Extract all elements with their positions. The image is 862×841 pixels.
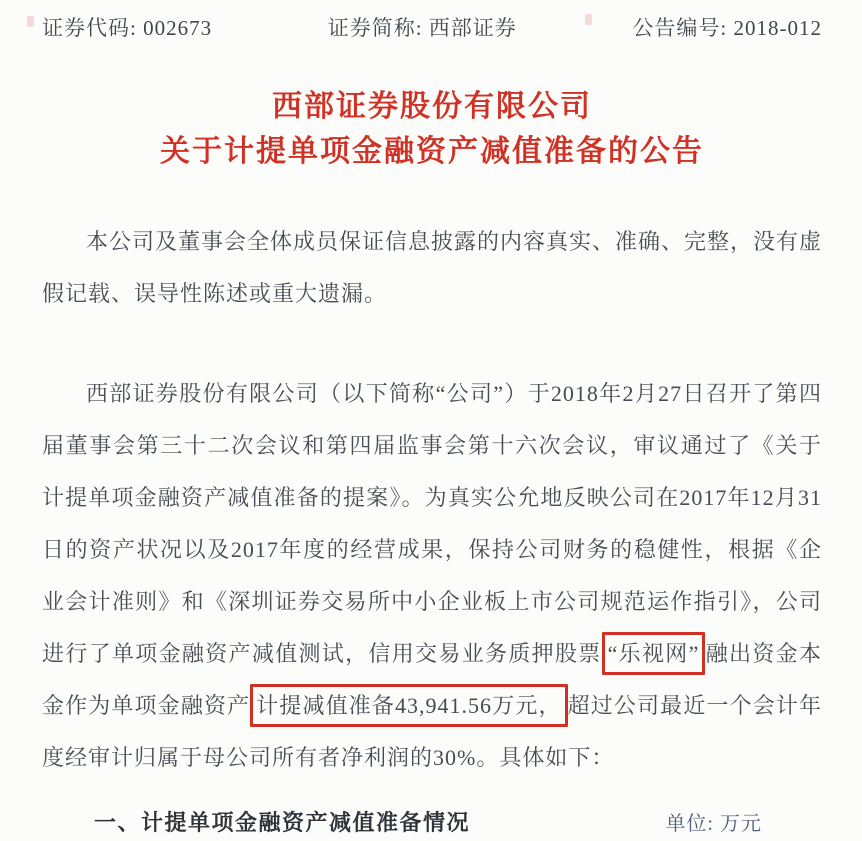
highlight-box-stock-name: “乐视网” <box>602 632 706 675</box>
section-heading-row <box>42 806 822 837</box>
document-header <box>42 12 822 42</box>
document-title-line2: 关于计提单项金融资产减值准备的公告 <box>160 135 704 168</box>
highlight-box-impairment-amount: 计提减值准备43,941.56万元， <box>250 684 567 727</box>
document-title-line1: 西部证券股份有限公司 <box>272 90 592 123</box>
stock-code: 证券代码: 002673 <box>42 16 213 40</box>
document-title <box>42 84 822 174</box>
stock-name: 证券简称: 西部证券 <box>327 16 517 40</box>
body-text-segment: 融出资金本金作为单项金融资产 <box>42 641 822 718</box>
body-text-segment: 西部证券股份有限公司（以下简称“公司”）于2018年2月27日召开了第四届董事会第三十二次会议和第四届监事会第十六次会议，审议通过了《关于计提单项金融资产减值准备的提案》。为真实公允地反映公司在2017年12月31日的资产状况以及2017年度的经营成果，保持公司财务的稳健性，根据《企业会计准则》和《深圳证券交易所中小企业板上市公司规范运作指引》，公司进行了单项金融资产减值测试，信用交易业务质押股票 <box>42 381 822 666</box>
announcement-number: 公告编号: 2018-012 <box>632 16 822 40</box>
board-statement-paragraph: 本公司及董事会全体成员保证信息披露的内容真实、准确、完整，没有虚假记载、误导性陈述或重大遗漏。 <box>42 229 823 306</box>
body-text-segment: 超过公司最近一个会计年度经审计归属于母公司所有者净利润的30%。具体如下： <box>42 693 822 770</box>
main-body-paragraph <box>42 368 822 784</box>
unit-label: 单位: 万元 <box>665 813 762 835</box>
scan-artifact <box>585 14 592 25</box>
section-heading: 一、计提单项金融资产减值准备情况 <box>94 810 471 835</box>
scan-artifact <box>27 16 34 27</box>
